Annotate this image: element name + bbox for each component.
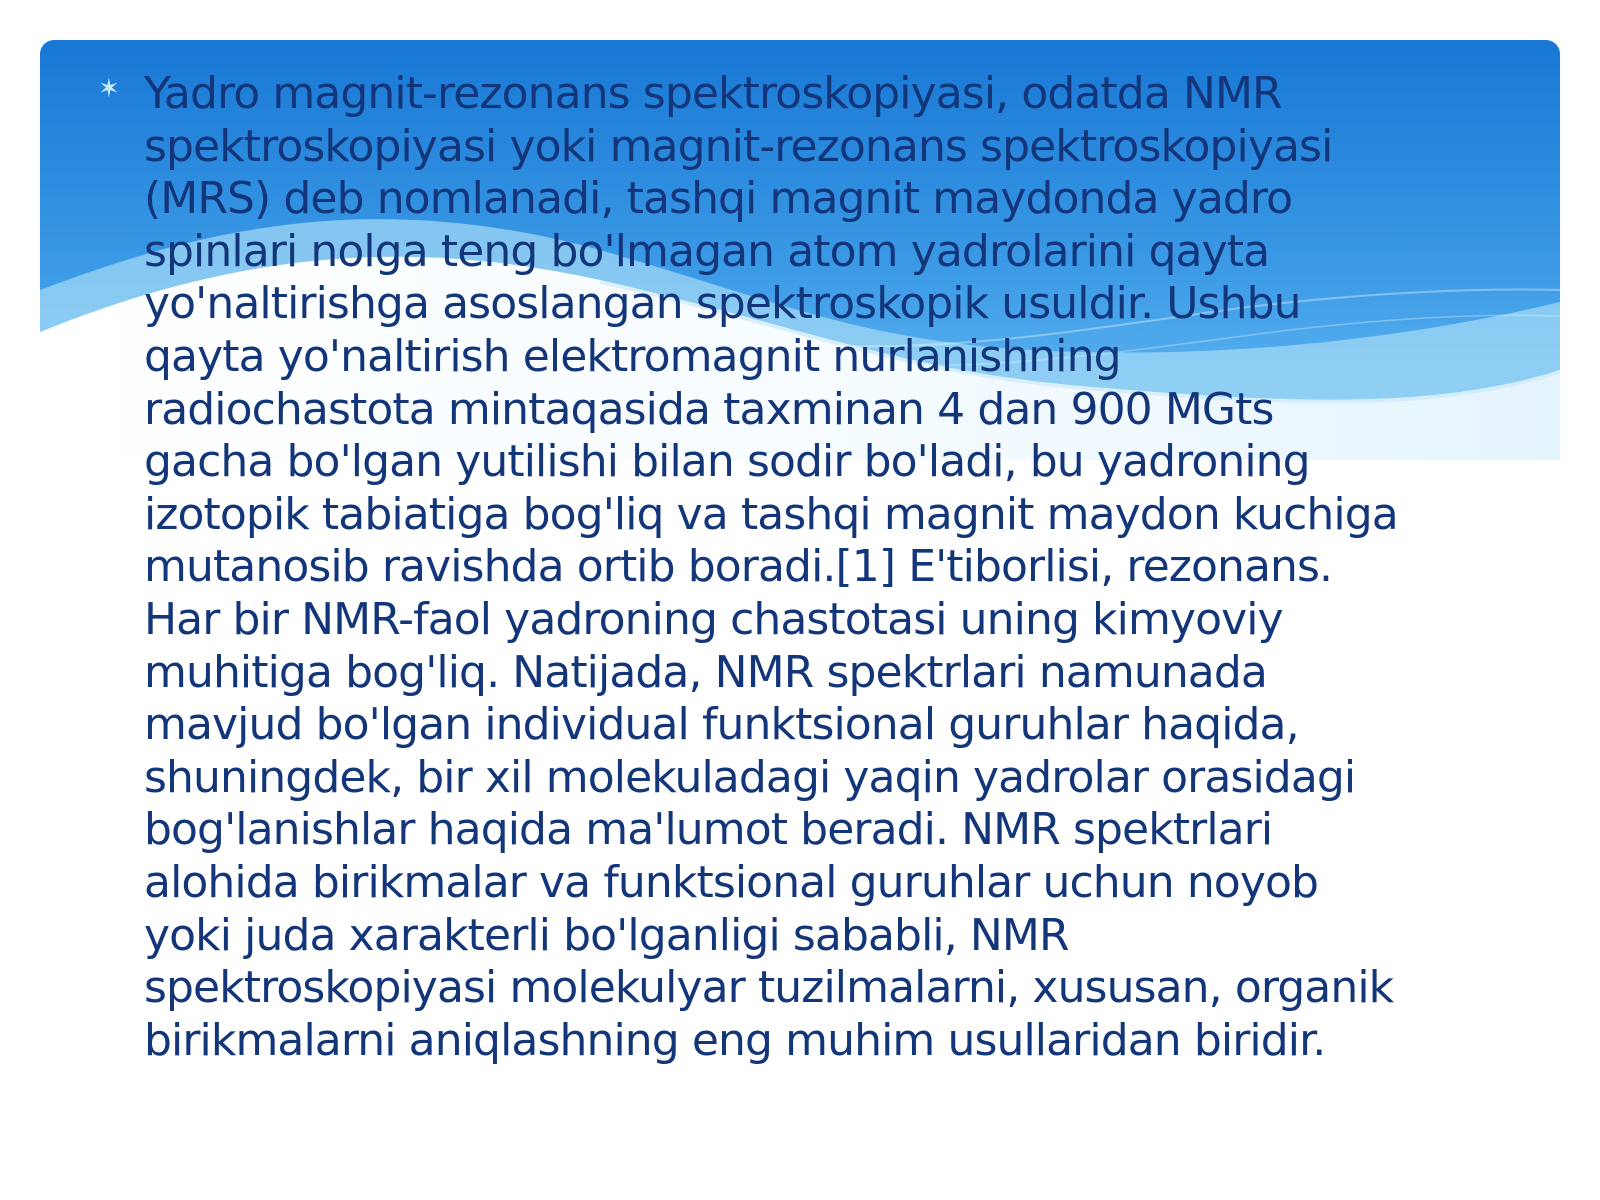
paragraph-line: alohida birikmalar va funktsional guruhlar uchun noyob [144, 856, 1319, 908]
paragraph-line: spektroskopiyasi yoki magnit-rezonans spektroskopiyasi [144, 120, 1333, 172]
body-paragraph [144, 68, 1504, 1067]
paragraph-line: radiochastota mintaqasida taxminan 4 dan 900 MGts [144, 383, 1274, 435]
paragraph-line: spinlari nolga teng bo'lmagan atom yadrolarini qayta [144, 225, 1270, 277]
paragraph-line: gacha bo'lgan yutilishi bilan sodir bo'ladi, bu yadroning [144, 436, 1310, 488]
paragraph-line: Har bir NMR-faol yadroning chastotasi uning kimyoviy [144, 593, 1283, 645]
paragraph-line: qayta yo'naltirish elektromagnit nurlanishning [144, 330, 1121, 382]
paragraph-line: muhitiga bog'liq. Natijada, NMR spektrlari namunada [144, 646, 1267, 698]
paragraph-line: yoki juda xarakterli bo'lganligi sababli, NMR [144, 909, 1069, 961]
paragraph-line: izotopik tabiatiga bog'liq va tashqi magnit maydon kuchiga [144, 488, 1398, 540]
paragraph-line: mutanosib ravishda ortib boradi.[1] E'tiborlisi, rezonans. [144, 541, 1333, 593]
paragraph-line: mavjud bo'lgan individual funktsional guruhlar haqida, [144, 699, 1299, 751]
paragraph-line: spektroskopiyasi molekulyar tuzilmalarni, xususan, organik [144, 962, 1394, 1014]
text-content [98, 68, 1518, 1118]
paragraph-line: yo'naltirishga asoslangan spektroskopik usuldir. Ushbu [144, 278, 1301, 330]
paragraph-line: Yadro magnit-rezonans spektroskopiyasi, odatda NMR [144, 68, 1282, 119]
star-bullet-icon: ✶ [98, 74, 120, 104]
paragraph-line: (MRS) deb nomlanadi, tashqi magnit maydonda yadro [144, 173, 1293, 225]
paragraph-line: bog'lanishlar haqida ma'lumot beradi. NMR spektrlari [144, 804, 1273, 856]
paragraph-line: shuningdek, bir xil molekuladagi yaqin yadrolar orasidagi [144, 751, 1356, 803]
paragraph-line: birikmalarni aniqlashning eng muhim usullaridan biridir. [144, 1014, 1326, 1066]
